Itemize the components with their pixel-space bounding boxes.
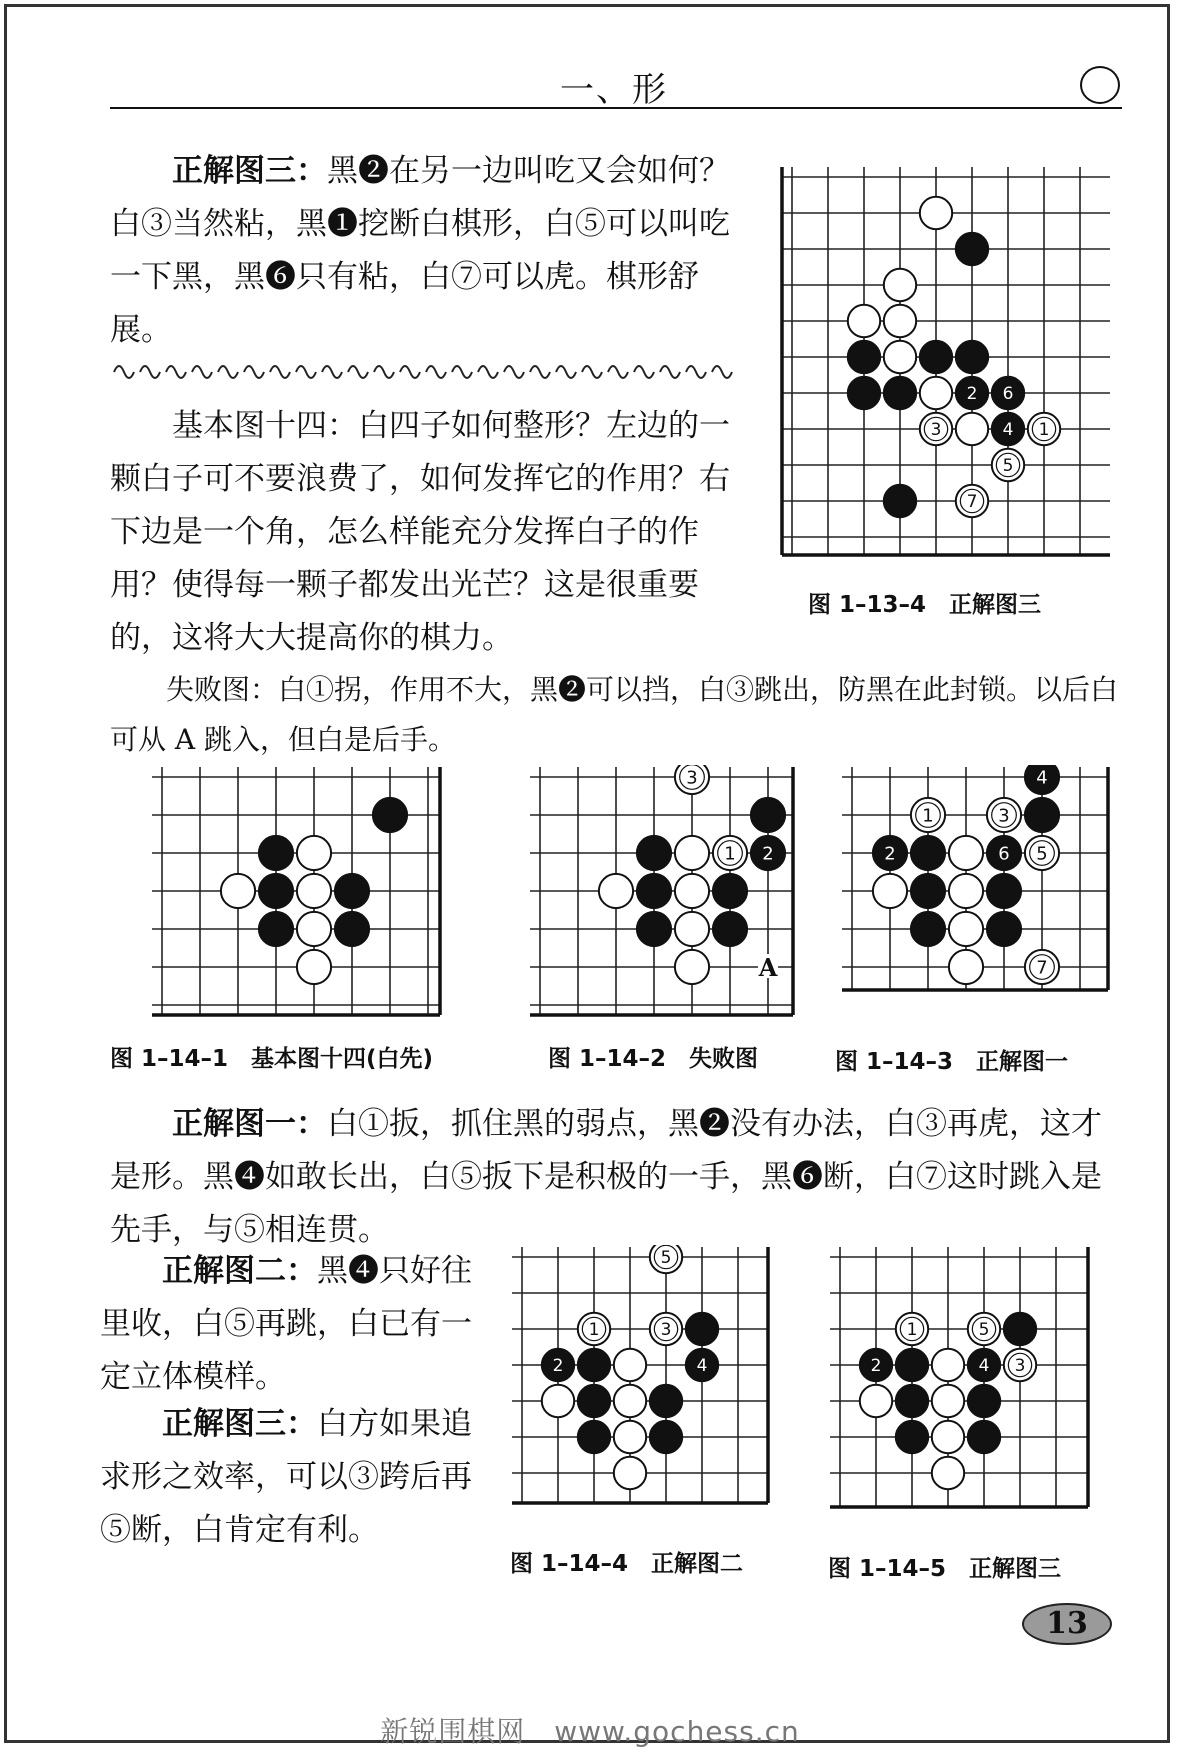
black-stone [373, 798, 407, 832]
caption-1-14-5: 图 1–14–5 正解图三 [828, 1556, 1062, 1582]
paragraph-heading: 正解图二： [162, 1253, 317, 1289]
stone-move-number: 2 [762, 843, 774, 865]
black-stone [578, 1385, 610, 1417]
black-stone [884, 377, 916, 409]
black-stone [968, 1385, 1000, 1417]
stone-move-number: 2 [966, 384, 978, 405]
white-stone [675, 912, 709, 946]
white-stone [599, 874, 633, 908]
black-stone [848, 341, 880, 373]
ornament-swirl [452, 366, 472, 378]
ornament-swirl [660, 366, 680, 378]
white-stone [675, 874, 709, 908]
white-stone [884, 305, 916, 337]
go-board-1-14-4 [510, 1245, 780, 1530]
go-board-1-14-1 [150, 765, 450, 1025]
ornament-swirl [556, 366, 576, 378]
ornament-swirl [686, 366, 706, 378]
white-stone [614, 1385, 646, 1417]
watermark: 新锐围棋网 www.gochess.cn [380, 1715, 800, 1748]
caption-1-14-1: 图 1–14–1 基本图十四(白先) [110, 1046, 434, 1072]
black-stone [956, 341, 988, 373]
black-stone [650, 1421, 682, 1453]
ornament-swirl [192, 366, 212, 378]
black-stone [578, 1421, 610, 1453]
paragraph-correct-3: 正解图三：黑❷在另一边叫吃又会如何？白③当然粘，黑❶挖断白棋形，白⑤可以叫吃一下黑，黑❻只有粘，白⑦可以虎。棋形舒展。 [110, 153, 730, 348]
white-stone [932, 1385, 964, 1417]
ornament-swirl [400, 366, 420, 378]
black-stone [884, 485, 916, 517]
go-board-1-14-3 [840, 765, 1120, 1030]
white-stone [542, 1385, 574, 1417]
white-stone [949, 874, 983, 908]
stone-move-number: 2 [870, 1356, 882, 1377]
black-stone [637, 912, 671, 946]
paragraph-failure: 失败图：白①拐，作用不大，黑❷可以挡，白③跳出，防黑在此封锁。以后白可从 A 跳入，但白是后手。 [110, 673, 1119, 756]
black-stone [259, 874, 293, 908]
black-stone [637, 874, 671, 908]
go-board-1-14-2 [528, 765, 808, 1025]
stone-move-number: 5 [1002, 456, 1014, 477]
paragraph-heading: 正解图三： [172, 153, 327, 189]
white-stone [848, 305, 880, 337]
ornament-swirl [530, 366, 550, 378]
ornament-divider [110, 358, 740, 380]
ornament-swirl [582, 366, 602, 378]
header-rule [110, 107, 1122, 109]
black-stone [896, 1385, 928, 1417]
stone-move-number: 5 [1036, 843, 1048, 865]
stone-move-number: 1 [922, 805, 934, 827]
ornament-swirl [270, 366, 290, 378]
board-mark-label: A [758, 953, 778, 982]
black-stone [335, 874, 369, 908]
stone-move-number: 4 [696, 1356, 708, 1377]
paragraph-correct-3b: 正解图三：白方如果追求形之效率，可以③跨后再⑤断，白肯定有利。 [100, 1406, 472, 1548]
white-stone [932, 1457, 964, 1489]
white-stone [297, 912, 331, 946]
stone-move-number: 3 [930, 420, 942, 441]
black-stone [968, 1421, 1000, 1453]
paragraph-heading: 正解图三： [162, 1406, 317, 1442]
white-stone [614, 1349, 646, 1381]
paragraph-correct-1: 正解图一：白①扳，抓住黑的弱点，黑❷没有办法，白③再虎，这才是形。黑❹如敢长出，白⑤扳下是积极的一手，黑❻断，白⑦这时跳入是先手，与⑤相连贯。 [110, 1106, 1102, 1248]
stone-move-number: 7 [1036, 957, 1048, 979]
black-stone [713, 874, 747, 908]
caption-1-14-2: 图 1–14–2 失败图 [548, 1046, 759, 1072]
caption-1-14-4: 图 1–14–4 正解图二 [510, 1551, 744, 1577]
white-stone [884, 341, 916, 373]
white-stone [920, 197, 952, 229]
black-stone [911, 912, 945, 946]
black-stone [1004, 1313, 1036, 1345]
ornament-swirl [712, 366, 732, 378]
black-stone [335, 912, 369, 946]
stone-move-number: 1 [1038, 420, 1050, 441]
black-stone [848, 377, 880, 409]
black-stone [686, 1313, 718, 1345]
black-stone [987, 912, 1021, 946]
stone-move-number: 7 [966, 492, 978, 513]
stone-move-number: 6 [1002, 384, 1014, 405]
black-stone [987, 874, 1021, 908]
black-stone [1025, 798, 1059, 832]
white-stone [675, 836, 709, 870]
go-board-1-14-5 [828, 1245, 1103, 1535]
ornament-swirl [114, 366, 134, 378]
black-stone [259, 912, 293, 946]
stone-move-number: 3 [1014, 1356, 1026, 1377]
white-stone [614, 1421, 646, 1453]
white-stone [873, 874, 907, 908]
black-stone [637, 836, 671, 870]
black-stone [920, 341, 952, 373]
white-stone [884, 269, 916, 301]
white-stone [932, 1421, 964, 1453]
white-stone [297, 836, 331, 870]
black-stone [911, 874, 945, 908]
ornament-swirl [244, 366, 264, 378]
ornament-swirl [478, 366, 498, 378]
caption-1-13-4: 图 1–13–4 正解图三 [808, 592, 1042, 618]
black-stone [751, 798, 785, 832]
chapter-title: 一、形 [560, 70, 668, 110]
black-stone [578, 1349, 610, 1381]
stone-move-number: 5 [978, 1320, 990, 1341]
white-stone [949, 836, 983, 870]
black-stone [650, 1385, 682, 1417]
white-stone [956, 413, 988, 445]
black-stone [713, 912, 747, 946]
white-stone [920, 377, 952, 409]
ornament-swirl [140, 366, 160, 378]
white-stone [297, 950, 331, 984]
page-number: 13 [1022, 1603, 1112, 1645]
stone-move-number: 3 [998, 805, 1010, 827]
black-stone [896, 1349, 928, 1381]
stone-move-number: 1 [588, 1320, 600, 1341]
stone-move-number: 3 [686, 767, 698, 789]
ornament-swirl [296, 366, 316, 378]
white-stone [221, 874, 255, 908]
stone-move-number: 3 [660, 1320, 672, 1341]
stone-move-number: 1 [724, 843, 736, 865]
stone-move-number: 4 [1002, 420, 1014, 441]
ornament-swirl [166, 366, 186, 378]
ornament-swirl [426, 366, 446, 378]
white-stone [675, 950, 709, 984]
stone-move-number: 4 [978, 1356, 990, 1377]
ornament-swirl [322, 366, 342, 378]
ornament-swirl [504, 366, 524, 378]
black-stone [259, 836, 293, 870]
paragraph-correct-2: 正解图二：黑❹只好往里收，白⑤再跳，白已有一定立体模样。 [100, 1253, 472, 1395]
stone-move-number: 2 [884, 843, 896, 865]
white-stone [860, 1385, 892, 1417]
white-stone [949, 950, 983, 984]
white-stone [297, 874, 331, 908]
caption-1-14-3: 图 1–14–3 正解图一 [835, 1049, 1069, 1075]
black-stone [956, 233, 988, 265]
ornament-swirl [608, 366, 628, 378]
ornament-swirl [634, 366, 654, 378]
stone-move-number: 4 [1036, 767, 1048, 789]
stone-move-number: 6 [998, 843, 1010, 865]
paragraph-basic-14: 基本图十四：白四子如何整形？左边的一颗白子可不要浪费了，如何发挥它的作用？右下边是一个角，怎么样能充分发挥白子的作用？使得每一颗子都发出光芒？这是很重要的，这将大大提高你的棋力。 [110, 408, 730, 656]
white-stone [932, 1349, 964, 1381]
stone-move-number: 5 [660, 1248, 672, 1269]
paragraph-heading: 正解图一： [172, 1106, 327, 1142]
ornament-swirl [218, 366, 238, 378]
ornament-swirl [374, 366, 394, 378]
ornament-swirl [348, 366, 368, 378]
white-stone [949, 912, 983, 946]
header-circle-icon [1080, 66, 1120, 104]
black-stone [896, 1421, 928, 1453]
white-stone [614, 1457, 646, 1489]
stone-move-number: 1 [906, 1320, 918, 1341]
stone-move-number: 2 [552, 1356, 564, 1377]
black-stone [911, 836, 945, 870]
go-board-1-13-4 [780, 165, 1120, 565]
